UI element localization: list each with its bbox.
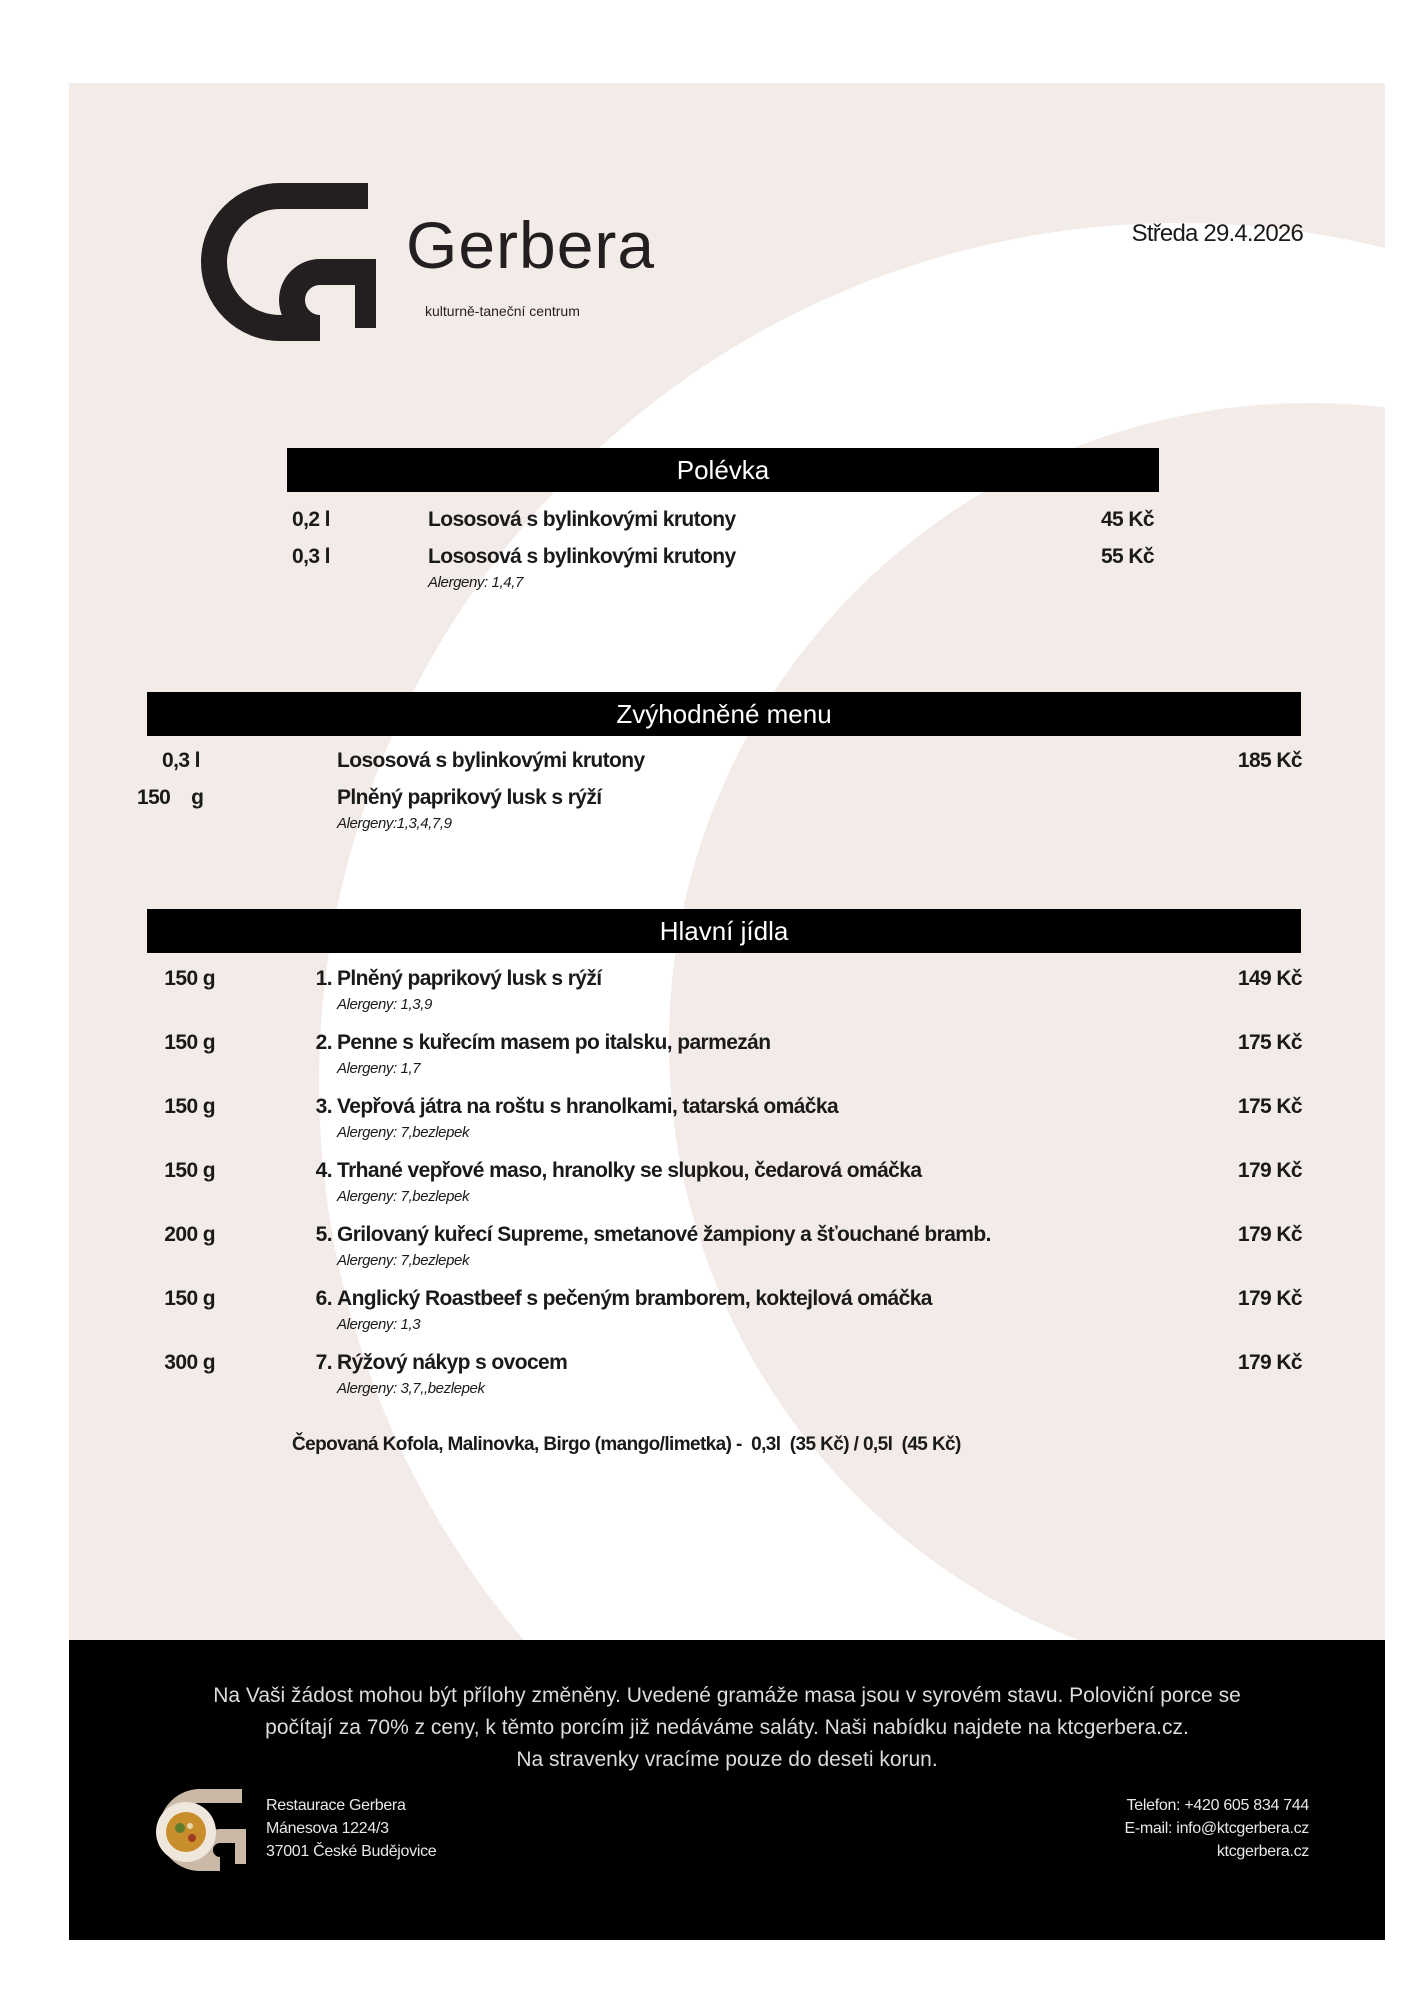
drinks-line: Čepovaná Kofola, Malinovka, Birgo (mango/limetka) - 0,3l (35 Kč) / 0,5l (45 Kč) (292, 1434, 961, 1455)
gerbera-food-logo-icon (144, 1788, 246, 1872)
soup-price-2: 55 Kč (1100, 545, 1154, 568)
footer (69, 1640, 1385, 1940)
main-name: Rýžový nákyp s ovocem (337, 1351, 568, 1374)
main-number: 2. (315, 1031, 332, 1054)
main-name: Penne s kuřecím masem po italsku, parmezán (337, 1031, 771, 1054)
main-number: 4. (315, 1159, 332, 1182)
main-qty: 150 g (164, 1095, 215, 1118)
soup-qty-2: 0,3 l (292, 545, 330, 568)
main-qty: 150 g (164, 1159, 215, 1182)
combo-qty-2: 150 g (137, 786, 204, 809)
main-allergens: Alergeny: 7,bezlepek (337, 1124, 470, 1141)
section-header-combo: Zvýhodněné menu (147, 692, 1301, 736)
soup-price-1: 45 Kč (1100, 508, 1154, 531)
footer-note (69, 1680, 1385, 1776)
main-name: Vepřová játra na roštu s hranolkami, tatarská omáčka (337, 1095, 839, 1118)
main-qty: 150 g (164, 967, 215, 990)
main-number: 6. (315, 1287, 332, 1310)
combo-qty-1: 0,3 l (162, 749, 200, 772)
main-name: Grilovaný kuřecí Supreme, smetanové žampiony a šťouchané bramb. (337, 1223, 991, 1246)
main-price: 175 Kč (1237, 1095, 1302, 1118)
combo-allergens: Alergeny:1,3,4,7,9 (337, 815, 452, 832)
soup-name-1: Lososová s bylinkovými krutony (428, 508, 736, 531)
footer-address (266, 1794, 436, 1863)
main-allergens: Alergeny: 7,bezlepek (337, 1188, 470, 1205)
main-number: 5. (315, 1223, 332, 1246)
footer-note-line: počítají za 70% z ceny, k těmto porcím již nedáváme saláty. Naši nabídku najdete na ktcgerbera.cz. (265, 1716, 1189, 1739)
section-header-mains: Hlavní jídla (147, 909, 1301, 953)
main-number: 7. (315, 1351, 332, 1374)
restaurant-name: Restaurace Gerbera (266, 1797, 406, 1814)
combo-name-2: Plněný paprikový lusk s rýží (337, 786, 602, 809)
city-address: 37001 České Budějovice (266, 1843, 437, 1860)
section-header-soup: Polévka (287, 448, 1159, 492)
main-allergens: Alergeny: 3,7,,bezlepek (337, 1380, 485, 1397)
main-qty: 300 g (164, 1351, 215, 1374)
main-price: 179 Kč (1237, 1159, 1302, 1182)
main-qty: 150 g (164, 1287, 215, 1310)
main-number: 1. (315, 967, 332, 990)
brand-tagline: kulturně-taneční centrum (425, 303, 580, 319)
footer-note-line: Na stravenky vracíme pouze do deseti korun. (516, 1748, 938, 1771)
website: ktcgerbera.cz (1216, 1843, 1309, 1860)
main-qty: 150 g (164, 1031, 215, 1054)
gerbera-logo-icon (170, 182, 376, 344)
soup-name-2: Lososová s bylinkovými krutony (428, 545, 736, 568)
main-price: 175 Kč (1237, 1031, 1302, 1054)
main-allergens: Alergeny: 7,bezlepek (337, 1252, 470, 1269)
main-allergens: Alergeny: 1,7 (337, 1060, 421, 1077)
footer-contact (1124, 1794, 1309, 1863)
main-name: Anglický Roastbeef s pečeným bramborem, koktejlová omáčka (337, 1287, 932, 1310)
soup-allergens: Alergeny: 1,4,7 (428, 574, 523, 591)
main-price: 179 Kč (1237, 1287, 1302, 1310)
combo-name-1: Lososová s bylinkovými krutony (337, 749, 645, 772)
phone: Telefon: +420 605 834 744 (1126, 1797, 1309, 1814)
main-allergens: Alergeny: 1,3 (337, 1316, 421, 1333)
email: E-mail: info@ktcgerbera.cz (1124, 1820, 1309, 1837)
main-name: Trhané vepřové maso, hranolky se slupkou, čedarová omáčka (337, 1159, 922, 1182)
main-price: 179 Kč (1237, 1351, 1302, 1374)
brand-name: Gerbera (406, 208, 656, 282)
main-allergens: Alergeny: 1,3,9 (337, 996, 432, 1013)
main-number: 3. (315, 1095, 332, 1118)
street-address: Mánesova 1224/3 (266, 1820, 389, 1837)
main-price: 149 Kč (1237, 967, 1302, 990)
main-price: 179 Kč (1237, 1223, 1302, 1246)
menu-date: Středa 29.4.2026 (1131, 220, 1303, 247)
main-name: Plněný paprikový lusk s rýží (337, 967, 602, 990)
footer-note-line: Na Vaši žádost mohou být přílohy změněny. Uvedené gramáže masa jsou v syrovém stavu. Poloviční porce se (213, 1684, 1241, 1707)
main-qty: 200 g (164, 1223, 215, 1246)
soup-qty-1: 0,2 l (292, 508, 330, 531)
combo-price: 185 Kč (1237, 749, 1302, 772)
